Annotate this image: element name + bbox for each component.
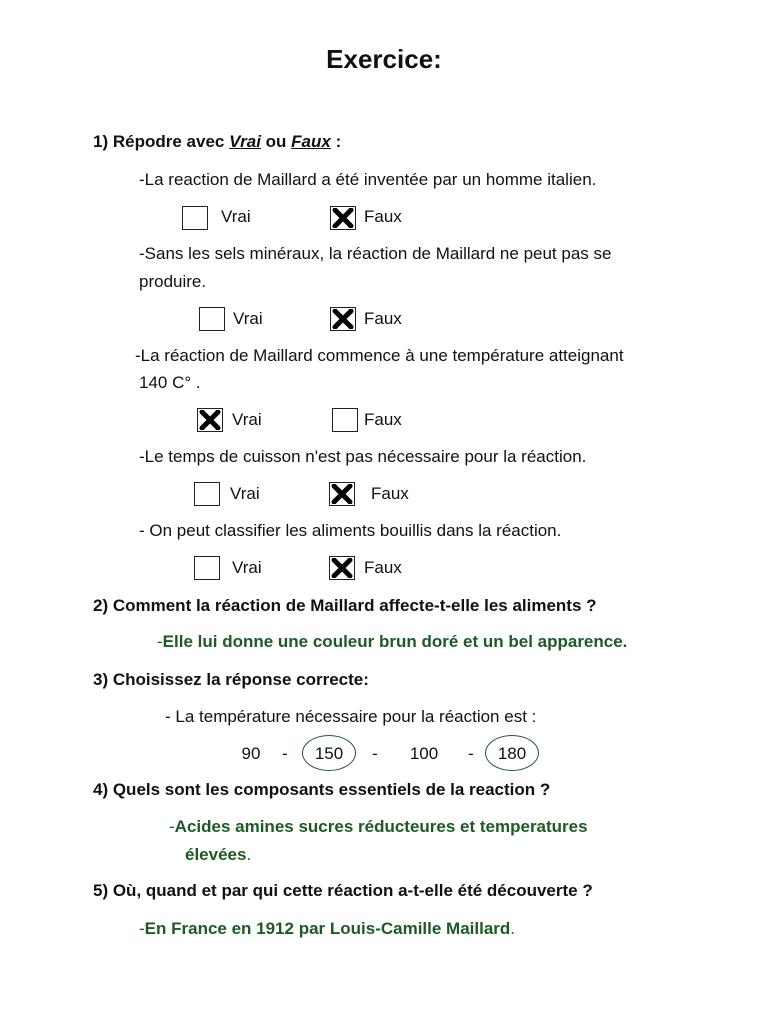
faux-checkbox-1[interactable] bbox=[330, 206, 356, 230]
question-1 bbox=[93, 132, 341, 152]
statement-2-continued: produire. bbox=[139, 272, 207, 291]
faux-checkbox-4[interactable] bbox=[329, 482, 355, 506]
answer-4-period: . bbox=[246, 845, 252, 864]
answer-4-dash: - bbox=[169, 817, 175, 836]
statement-temperature: - La température nécessaire pour la réaction est : bbox=[165, 707, 537, 726]
answer-4-text-2: élevées bbox=[185, 845, 247, 864]
question-2: 2) Comment la réaction de Maillard affecte-t-elle les aliments ? bbox=[93, 596, 597, 615]
cross-mark-icon bbox=[199, 410, 221, 430]
faux-checkbox-5[interactable] bbox=[329, 556, 355, 580]
statement-1: -La reaction de Maillard a été inventée par un homme italien. bbox=[139, 170, 597, 189]
option-separator: - bbox=[468, 744, 474, 763]
faux-label-3: Faux bbox=[364, 410, 402, 429]
question-3: 3) Choisissez la réponse correcte: bbox=[93, 670, 369, 689]
answer-5 bbox=[139, 919, 515, 939]
faux-keyword: Faux bbox=[291, 132, 331, 151]
answer-5-dash: - bbox=[139, 919, 145, 938]
cross-mark-icon bbox=[332, 309, 354, 329]
vrai-checkbox-4[interactable] bbox=[194, 482, 220, 506]
option-separator: - bbox=[372, 744, 378, 763]
faux-label-4: Faux bbox=[371, 484, 409, 503]
faux-checkbox-2[interactable] bbox=[330, 307, 356, 331]
faux-label-5: Faux bbox=[364, 558, 402, 577]
question-1-number: 1) bbox=[93, 132, 109, 151]
faux-checkbox-3[interactable] bbox=[332, 408, 358, 432]
option-180[interactable]: 180 bbox=[497, 744, 527, 763]
answer-4-line-1 bbox=[169, 817, 588, 837]
answer-4-line-2 bbox=[185, 845, 251, 865]
cross-mark-icon bbox=[332, 208, 354, 228]
answer-2 bbox=[157, 632, 627, 652]
option-90[interactable]: 90 bbox=[241, 744, 261, 763]
vrai-checkbox-2[interactable] bbox=[199, 307, 225, 331]
vrai-label-1: Vrai bbox=[221, 207, 251, 226]
answer-4-text: Acides amines sucres réducteures et temperatures bbox=[174, 817, 588, 836]
option-100[interactable]: 100 bbox=[409, 744, 439, 763]
answer-2-dash: - bbox=[157, 632, 163, 651]
cross-mark-icon bbox=[331, 558, 353, 578]
vrai-label-4: Vrai bbox=[230, 484, 260, 503]
option-separator: - bbox=[282, 744, 288, 763]
faux-label-2: Faux bbox=[364, 309, 402, 328]
question-1-suffix: : bbox=[335, 132, 342, 151]
cross-mark-icon bbox=[331, 484, 353, 504]
answer-5-period: . bbox=[510, 919, 516, 938]
vrai-checkbox-5[interactable] bbox=[194, 556, 220, 580]
vrai-label-5: Vrai bbox=[232, 558, 262, 577]
question-5: 5) Où, quand et par qui cette réaction a-t-elle été découverte ? bbox=[93, 881, 593, 900]
faux-label-1: Faux bbox=[364, 207, 402, 226]
answer-5-text: En France en 1912 par Louis-Camille Maillard bbox=[144, 919, 511, 938]
question-1-middle: ou bbox=[265, 132, 287, 151]
option-150[interactable]: 150 bbox=[314, 744, 344, 763]
statement-2: -Sans les sels minéraux, la réaction de Maillard ne peut pas se bbox=[139, 244, 612, 263]
statement-5: - On peut classifier les aliments bouillis dans la réaction. bbox=[139, 521, 562, 540]
statement-3-continued: 140 C° . bbox=[139, 373, 201, 392]
vrai-keyword: Vrai bbox=[229, 132, 261, 151]
page-title: Exercice: bbox=[326, 44, 442, 74]
statement-3: -La réaction de Maillard commence à une température atteignant bbox=[135, 346, 624, 365]
answer-2-text: Elle lui donne une couleur brun doré et un bel apparence. bbox=[162, 632, 628, 651]
vrai-label-3: Vrai bbox=[232, 410, 262, 429]
question-4: 4) Quels sont les composants essentiels de la reaction ? bbox=[93, 780, 551, 799]
vrai-label-2: Vrai bbox=[233, 309, 263, 328]
question-1-prefix: Répodre avec bbox=[112, 132, 225, 151]
statement-4: -Le temps de cuisson n'est pas nécessaire pour la réaction. bbox=[139, 447, 587, 466]
vrai-checkbox-3[interactable] bbox=[197, 408, 223, 432]
vrai-checkbox-1[interactable] bbox=[182, 206, 208, 230]
